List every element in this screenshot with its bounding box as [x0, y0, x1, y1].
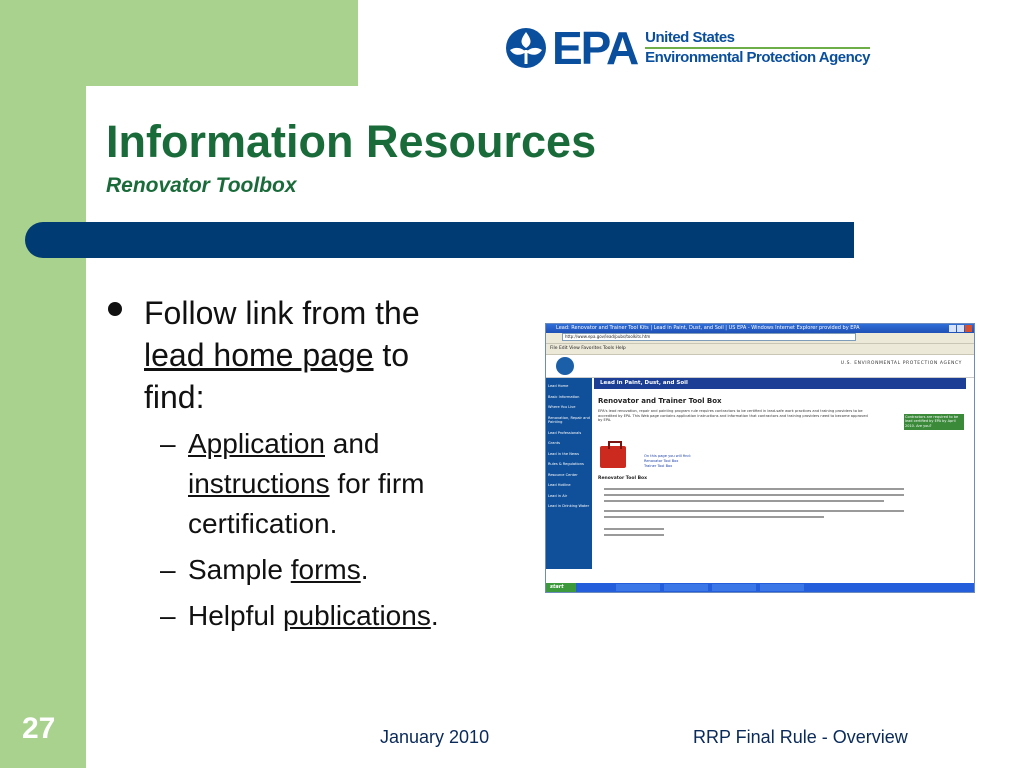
text-line	[604, 494, 904, 496]
application-link[interactable]: Application	[188, 428, 325, 459]
slide-subtitle: Renovator Toolbox	[106, 174, 297, 197]
sub-bullet-dash: –	[160, 554, 176, 585]
taskbar-item	[616, 584, 660, 591]
toolbox-icon	[600, 446, 626, 468]
sub-bullet-dash: –	[160, 428, 176, 459]
site-banner: Lead in Paint, Dust, and Soil	[594, 378, 966, 389]
text-line	[604, 516, 824, 518]
browser-window-title: Lead: Renovator and Trainer Tool Kits | Lead in Paint, Dust, and Soil | US EPA - Windows Internet Explorer provided by EPA	[556, 325, 860, 331]
sub-bullet-text: and	[332, 428, 380, 459]
on-page-label: On this page you will find:	[644, 454, 691, 458]
browser-title-bar	[546, 324, 974, 333]
text-line	[604, 534, 664, 536]
text-line	[604, 488, 904, 490]
sub-bullet-text: for firm	[337, 468, 425, 499]
site-left-nav	[546, 378, 592, 569]
close-icon	[965, 325, 972, 332]
nav-item: Where You Live	[548, 405, 576, 409]
nav-item: Lead in Air	[548, 493, 568, 498]
browser-screenshot	[545, 323, 975, 593]
epa-logo	[504, 24, 870, 72]
nav-item: Lead Home	[548, 384, 569, 388]
nav-item: Lead Hotline	[548, 483, 571, 487]
bullet-text-after: to	[382, 337, 410, 373]
intro-paragraph: EPA's lead renovation, repair and painting program rule requires contractors to be certified in lead-safe work practices and training providers to be accredited by EPA. This Web page contains application instructions and information that contractors and training providers need to become approved by EPA.	[598, 409, 868, 422]
footer-presentation-title: RRP Final Rule - Overview	[693, 727, 908, 747]
text-line	[604, 500, 884, 502]
start-button: start	[546, 583, 576, 592]
sub-bullet-dash: –	[160, 600, 176, 631]
publications-link[interactable]: publications	[282, 600, 431, 631]
taskbar-item	[760, 584, 804, 591]
agency-line-2: Environmental Protection Agency	[645, 49, 870, 66]
nav-item: Basic Information	[548, 394, 580, 399]
epa-seal-icon	[556, 357, 574, 375]
window-controls	[949, 325, 972, 332]
section-heading: Renovator Tool Box	[598, 476, 647, 481]
nav-item: Lead in the News	[548, 451, 579, 456]
windows-taskbar	[546, 583, 974, 592]
address-field: http://www.epa.gov/lead/pubs/toolkits.htm	[562, 333, 856, 341]
epa-site-header	[546, 355, 974, 378]
instructions-link[interactable]: instructions	[188, 468, 330, 499]
epa-agency-name	[645, 30, 870, 66]
sub-bullet-publications	[108, 596, 528, 636]
nav-item: Lead Professionals	[548, 430, 582, 435]
sub-bullet-forms	[108, 550, 528, 590]
taskbar-item	[712, 584, 756, 591]
site-content	[594, 378, 966, 569]
site-agency-label: U.S. ENVIRONMENTAL PROTECTION AGENCY	[840, 361, 962, 366]
bullet-list	[108, 292, 528, 636]
nav-item: Resource Center	[548, 472, 578, 477]
epa-page-body	[546, 378, 974, 569]
nav-item: Rules & Regulations	[548, 462, 584, 466]
on-page-link: Renovator Tool Box	[644, 459, 679, 463]
bullet-text-end: find:	[144, 379, 205, 415]
left-green-band	[0, 0, 86, 768]
nav-item: Lead in Drinking Water	[548, 504, 590, 508]
minimize-icon	[949, 325, 956, 332]
epa-acronym: EPA	[552, 22, 638, 74]
sub-bullet-period: .	[360, 554, 369, 585]
text-line	[604, 510, 904, 512]
on-page-link: Trainer Tool Box	[644, 464, 673, 468]
nav-item: Renovation, Repair and Painting	[548, 415, 590, 424]
taskbar-item	[664, 584, 708, 591]
lead-home-page-link[interactable]: lead home page	[144, 337, 374, 373]
title-divider-bar	[25, 222, 854, 258]
epa-flower-icon	[504, 26, 548, 70]
footer-date: January 2010	[380, 727, 490, 747]
bullet-dot	[108, 302, 122, 316]
browser-menu-bar: File Edit View Favorites Tools Help	[546, 344, 974, 355]
agency-line-1: United States	[645, 29, 735, 46]
browser-address-bar	[546, 333, 974, 344]
nav-item: Grants	[548, 441, 561, 445]
sub-bullet-text: certification.	[188, 508, 338, 539]
certification-note: Contractors are required to be lead certified by EPA by April 2010. Are you?	[904, 414, 964, 430]
sub-bullet-period: .	[430, 600, 439, 631]
slide-number: 27	[22, 712, 56, 745]
on-page-list	[644, 454, 691, 469]
maximize-icon	[957, 325, 964, 332]
main-bullet	[108, 292, 528, 418]
forms-link[interactable]: forms	[290, 554, 361, 585]
sub-bullet-application	[108, 424, 528, 544]
sub-bullet-text: Sample	[188, 554, 283, 585]
slide-title: Information Resources	[106, 116, 597, 167]
page-heading: Renovator and Trainer Tool Box	[598, 397, 722, 405]
bullet-text-before: Follow link from the	[144, 295, 420, 331]
text-line	[604, 528, 664, 530]
sub-bullet-text: Helpful	[188, 600, 276, 631]
